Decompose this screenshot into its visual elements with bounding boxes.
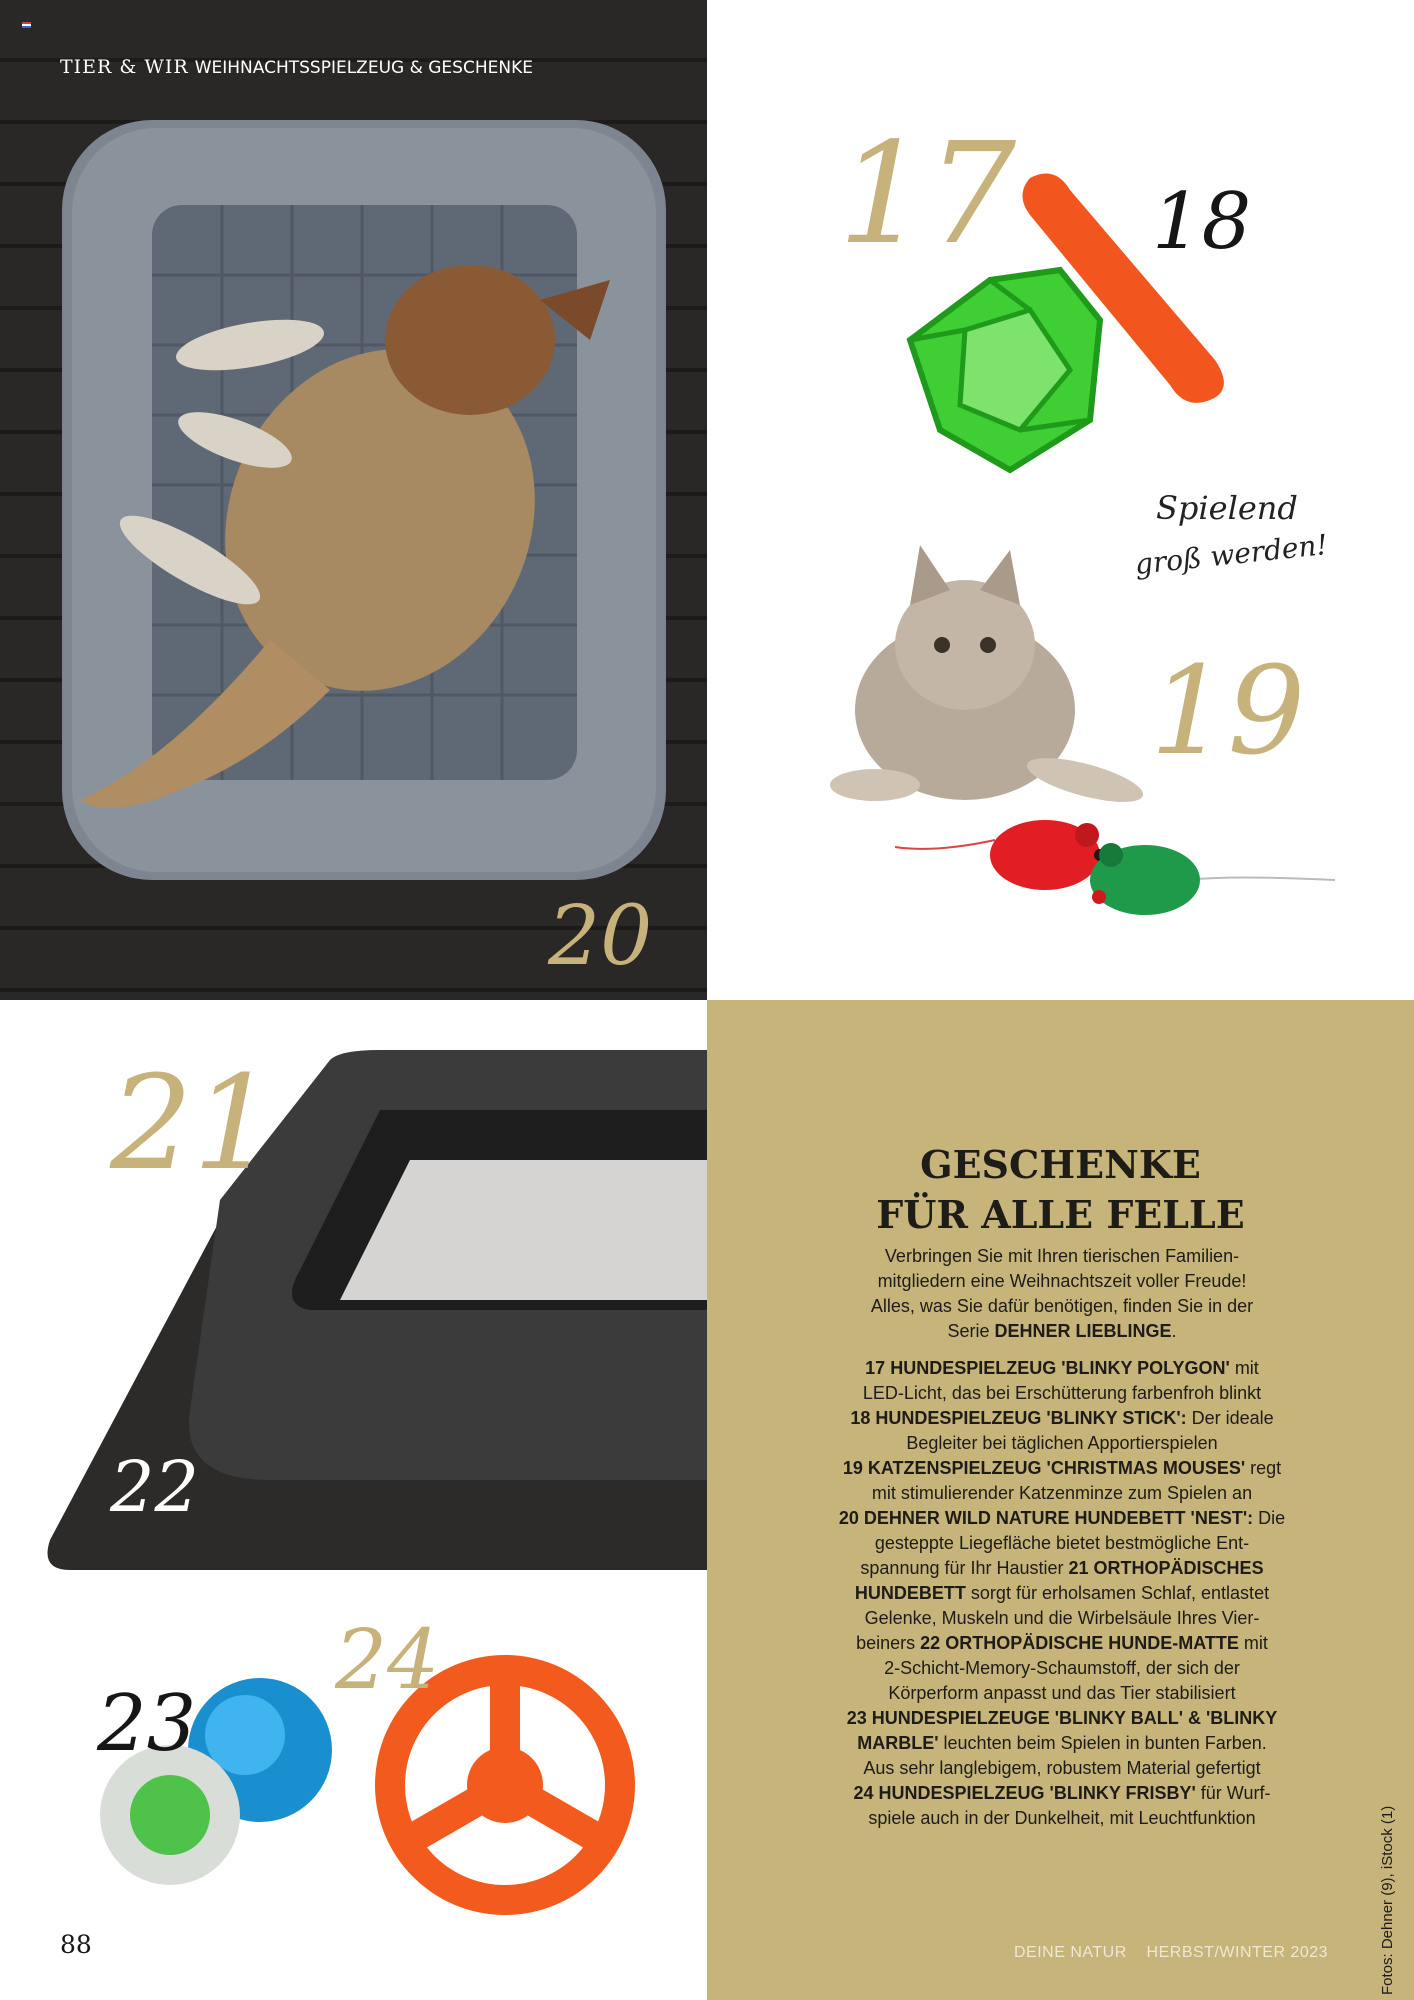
product-name: HUNDEBETT <box>854 1583 966 1603</box>
body-text: LED-Licht, das bei Erschütterung farbenfroh blinkt <box>862 1383 1262 1403</box>
photo-credit-text: Fotos: Dehner (9), iStock (1) <box>1379 1805 1396 1995</box>
article-headline <box>707 1140 1414 1240</box>
intro-line: Verbringen Sie mit Ihren tierischen Familien- <box>884 1246 1240 1266</box>
product-name: 23 HUNDESPIELZEUGE 'BLINKY BALL' & 'BLINKY <box>846 1708 1278 1728</box>
body-line <box>797 1706 1327 1731</box>
body-text: Der ideale <box>1186 1408 1274 1428</box>
item-number-21: 21 <box>110 1047 276 1199</box>
product-name: 18 HUNDESPIELZEUG 'BLINKY STICK': <box>850 1408 1187 1428</box>
body-line <box>797 1456 1327 1481</box>
photo-credit <box>1375 1640 1399 2000</box>
product-name: MARBLE' <box>857 1733 939 1753</box>
product-name: 19 KATZENSPIELZEUG 'CHRISTMAS MOUSES' <box>842 1458 1246 1478</box>
article-panel <box>707 1000 1414 2000</box>
dog-bed-illustration <box>0 0 707 1000</box>
body-text: regt <box>1245 1458 1282 1478</box>
body-line <box>797 1556 1327 1581</box>
body-text: spiele auch in der Dunkelheit, mit Leuchtfunktion <box>868 1808 1256 1828</box>
intro-line <box>802 1319 1322 1344</box>
intro-text: . <box>1171 1321 1177 1341</box>
body-line <box>797 1756 1327 1781</box>
body-line <box>797 1731 1327 1756</box>
body-line <box>797 1431 1327 1456</box>
body-text: spannung für Ihr Haustier <box>860 1558 1069 1578</box>
blinky-polygon-toy <box>910 270 1100 470</box>
body-text: für Wurf- <box>1195 1783 1271 1803</box>
header-brand <box>60 56 533 78</box>
body-line <box>797 1681 1327 1706</box>
body-text: mit <box>1229 1358 1259 1378</box>
body-line <box>797 1356 1327 1381</box>
product-name: 24 HUNDESPIELZEUG 'BLINKY FRISBY' <box>853 1783 1196 1803</box>
body-line <box>797 1531 1327 1556</box>
item-number-22: 22 <box>110 1446 200 1528</box>
brand-title: TIER & WIR <box>60 56 189 78</box>
toy-illustrations-top <box>880 160 1240 490</box>
magazine-issue: HERBST/WINTER 2023 <box>1146 1944 1329 1961</box>
product-name: 20 DEHNER WILD NATURE HUNDEBETT 'NEST': <box>838 1508 1254 1528</box>
body-text: Aus sehr langlebigem, robustem Material gefertigt <box>863 1758 1261 1778</box>
kitten <box>830 545 1147 811</box>
script-line-1: Spielend <box>1156 489 1298 527</box>
product-name: 21 ORTHOPÄDISCHES <box>1068 1558 1264 1578</box>
intro-line: mitgliedern eine Weihnachtszeit voller Freude! <box>877 1271 1247 1291</box>
dog-bed-photo-panel <box>0 0 707 1000</box>
body-text: gesteppte Liegefläche bietet bestmögliche Ent- <box>874 1533 1250 1553</box>
body-text: mit <box>1238 1633 1268 1653</box>
body-text: Begleiter bei täglichen Apportierspielen <box>906 1433 1218 1453</box>
flag-icon <box>22 22 31 28</box>
body-line <box>797 1781 1327 1806</box>
product-name: 17 HUNDESPIELZEUG 'BLINKY POLYGON' <box>865 1358 1230 1378</box>
item-number-18: 18 <box>1152 177 1252 267</box>
green-christmas-mouse <box>1090 843 1335 915</box>
body-line <box>797 1406 1327 1431</box>
script-line-2: groß werden! <box>1133 527 1330 581</box>
body-line <box>797 1481 1327 1506</box>
section-title: WEIHNACHTSSPIELZEUG & GESCHENKE <box>194 58 533 78</box>
body-text: sorgt für erholsamen Schlaf, entlastet <box>965 1583 1270 1603</box>
body-line <box>797 1631 1327 1656</box>
body-line <box>797 1381 1327 1406</box>
headline-line-2: FÜR ALLE FELLE <box>876 1192 1245 1237</box>
series-name: DEHNER LIEBLINGE <box>994 1321 1172 1341</box>
body-line <box>797 1806 1327 1831</box>
body-text: Gelenke, Muskeln und die Wirbelsäule Ihres Vier- <box>864 1608 1260 1628</box>
body-text: mit stimulierender Katzenminze zum Spielen an <box>871 1483 1253 1503</box>
item-number-17: 17 <box>838 113 1017 276</box>
page-number: 88 <box>60 1930 92 1959</box>
item-number-20: 20 <box>548 889 653 984</box>
product-name: 22 ORTHOPÄDISCHE HUNDE-MATTE <box>920 1633 1239 1653</box>
body-line <box>797 1606 1327 1631</box>
item-number-23: 23 <box>97 1679 197 1769</box>
body-text: leuchten beim Spielen in bunten Farben. <box>938 1733 1267 1753</box>
headline-line-1: GESCHENKE <box>920 1142 1201 1187</box>
body-text: Die <box>1253 1508 1286 1528</box>
magazine-name: DEINE NATUR <box>1014 1944 1127 1961</box>
body-text: 2-Schicht-Memory-Schaumstoff, der sich der <box>884 1658 1240 1678</box>
item-number-19: 19 <box>1150 640 1306 782</box>
body-text: beiners <box>856 1633 921 1653</box>
body-line <box>797 1581 1327 1606</box>
item-number-24: 24 <box>335 1613 440 1708</box>
body-text: Körperform anpasst und das Tier stabilisiert <box>888 1683 1236 1703</box>
dog-head <box>385 265 555 415</box>
intro-line: Alles, was Sie dafür benötigen, finden Sie in der <box>870 1296 1254 1316</box>
body-line <box>797 1506 1327 1531</box>
intro-text: Serie <box>947 1321 995 1341</box>
magazine-footer <box>1014 1944 1328 1962</box>
body-line <box>797 1656 1327 1681</box>
article-body <box>797 1356 1327 1831</box>
article-intro <box>802 1244 1322 1344</box>
red-christmas-mouse <box>895 820 1106 890</box>
